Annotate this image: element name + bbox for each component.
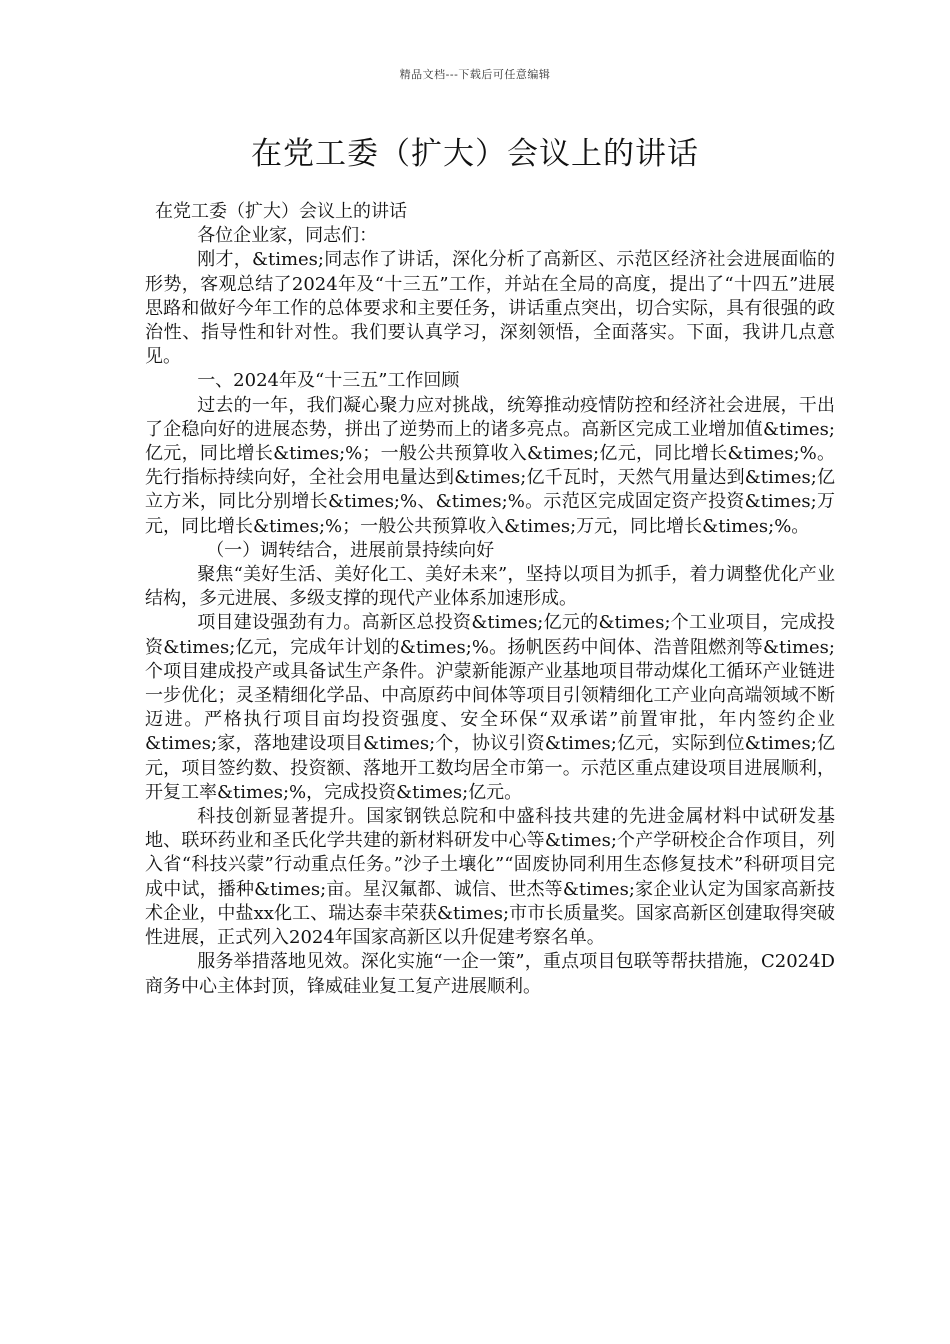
header-note: 精品文档---下载后可任意编辑	[399, 68, 551, 81]
paragraph-review: 过去的一年，我们凝心聚力应对挑战，统筹推动疫情防控和经济社会进展，干出了企稳向好的进展态势，拼出了逆势而上的诸多亮点。高新区完成工业增加值&times;亿元，同比增长&times;%；一般公共预算收入&times;亿元，同比增长&times;%。先行指标持续向好，全社会用电量达到&times;亿千瓦时，天然气用量达到&times;亿立方米，同比分别增长&times;%、&times;%。示范区完成固定资产投资&times;万元，同比增长&times;%；一般公共预算收入&times;万元，同比增长&times;%。	[145, 394, 835, 537]
document-title: 在党工委（扩大）会议上的讲话	[251, 136, 699, 172]
section-heading-review: 一、2024年及“十三五”工作回顾	[197, 370, 460, 392]
paragraph-intro: 刚才，&times;同志作了讲话，深化分析了高新区、示范区经济社会进展面临的形势，客观总结了2024年及“十三五”工作，并站在全局的高度，提出了“十四五”进展思路和做好今年工作的总体要求和主要任务，讲话重点突出，切合实际，具有很强的政治性、指导性和针对性。我们要认真学习，深刻领悟，全面落实。下面，我讲几点意见。	[145, 249, 835, 368]
paragraph-projects: 项目建设强劲有力。高新区总投资&times;亿元的&times;个工业项目，完成投资&times;亿元，完成年计划的&times;%。扬帆医药中间体、浩普阻燃剂等&times;个项目建成投产或具备试生产条件。沪蒙新能源产业基地项目带动煤化工循环产业链进一步优化；灵圣精细化学品、中高原药中间体等项目引领精细化工产业向高端领域不断迈进。严格执行项目亩均投资强度、安全环保“双承诺”前置审批，年内签约企业&times;家，落地建设项目&times;个，协议引资&times;亿元，实际到位&times;亿元，项目签约数、投资额、落地开工数均居全市第一。示范区重点建设项目进展顺利，开复工率&times;%，完成投资&times;亿元。	[145, 612, 835, 803]
paragraph-innovation: 科技创新显著提升。国家钢铁总院和中盛科技共建的先进金属材料中试研发基地、联环药业和圣氏化学共建的新材料研发中心等&times;个产学研校企合作项目，列入省“科技兴蒙”行动重点任务。”沙子土壤化”“固废协同利用生态修复技术”科研项目完成中试，播种&times;亩。星汉氟都、诚信、世杰等&times;家企业认定为国家高新技术企业，中盐xx化工、瑞达泰丰荣获&times;市市长质量奖。国家高新区创建取得突破性进展，正式列入2024年国家高新区以升促建考察名单。	[145, 806, 835, 949]
paragraph-focus: 聚焦“美好生活、美好化工、美好未来”，坚持以项目为抓手，着力调整优化产业结构，多元进展、多级支撑的现代产业体系加速形成。	[145, 564, 835, 610]
subsection-heading-1: （一）调转结合，进展前景持续向好	[206, 539, 495, 561]
salutation: 各位企业家，同志们：	[197, 225, 378, 247]
paragraph-services: 服务举措落地见效。深化实施“一企一策”，重点项目包联等帮扶措施，C2024D商务中心主体封顶，锋威硅业复工复产进展顺利。	[145, 951, 835, 997]
document-body	[145, 200, 835, 999]
body-subtitle: 在党工委（扩大）会议上的讲话	[155, 201, 407, 222]
